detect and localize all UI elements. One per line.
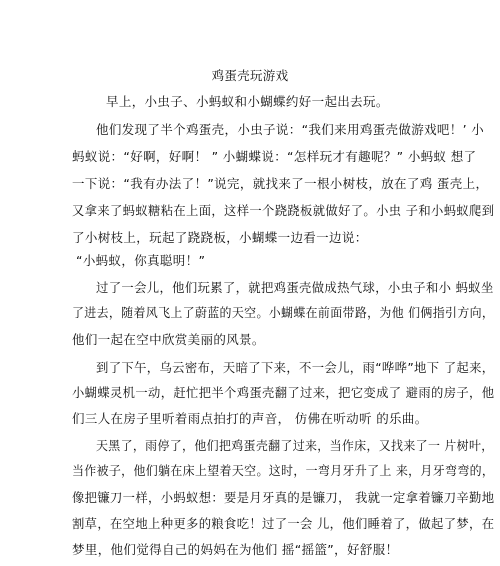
text-line-8: 过了一会儿，他们玩累了，就把鸡蛋壳做成热气球，小虫子和小 蚂蚁坐 [96, 280, 494, 295]
document-title: 鸡蛋壳玩游戏 [211, 68, 289, 83]
text-line-10: 他们一起在空中欣赏美丽的风景。 [72, 332, 265, 347]
text-line-18: 梦里，他们觉得自己的妈妈在为他们 摇“摇篮”，好舒服！ [72, 542, 399, 557]
text-line-13: 们三人在房子里听着雨点拍打的声音， 仿佛在听动听 的乐曲。 [72, 411, 428, 426]
text-line-2: 他们发现了半个鸡蛋壳，小虫子说：“我们来用鸡蛋壳做游戏吧！’ 小 [96, 122, 485, 137]
text-line-1: 早上，小虫子、小蚂蚁和小蝴蝶约好一起出去玩。 [106, 94, 389, 109]
text-line-12: 小蝴蝶灵机一动，赶忙把半个鸡蛋壳翻了过来，把它变成了 避雨的房子，他 [72, 385, 495, 400]
text-line-17: 割草，在空地上种更多的粮食吃！过了一会 儿，他们睡着了，做起了梦，在 [72, 516, 495, 531]
text-line-16: 像把镰刀一样，小蚂蚁想：要是月牙真的是镰刀， 我就一定拿着镰刀辛勤地 [72, 490, 495, 505]
text-line-15: 当作被子，他们躺在床上望着天空。这时，一弯月牙升了上 来，月牙弯弯的， [72, 463, 495, 478]
text-line-11: 到了下午，乌云密布，天暗了下来，不一会儿，雨“哗哗”地下 了起来， [96, 360, 495, 375]
text-line-5: 又拿来了蚂蚁糖粘在上面，这样一个跷跷板就做好了。小虫 子和小蚂蚁爬到 [72, 203, 495, 218]
text-line-4: 一下说：“我有办法了！”说完，就找来了一根小树枝，放在了鸡 蛋壳上， [72, 176, 489, 191]
text-line-9: 了进去，随着风飞上了蔚蓝的天空。小蝴蝶在前面带路，为他 们俩指引方向， [72, 305, 495, 320]
text-line-3: 蚂蚁说：“好啊，好啊！ ” 小蝴蝶说：“怎样玩才有趣呢？” 小蚂蚁 想了 [72, 149, 477, 164]
text-line-14: 天黑了，雨停了，他们把鸡蛋壳翻了过来，当作床，又找来了一 片树叶， [96, 438, 494, 453]
text-line-7: “小蚂蚁，你真聪明！” [76, 253, 206, 268]
text-line-6: 了小树枝上，玩起了跷跷板，小蝴蝶一边看一边说： [72, 230, 368, 245]
